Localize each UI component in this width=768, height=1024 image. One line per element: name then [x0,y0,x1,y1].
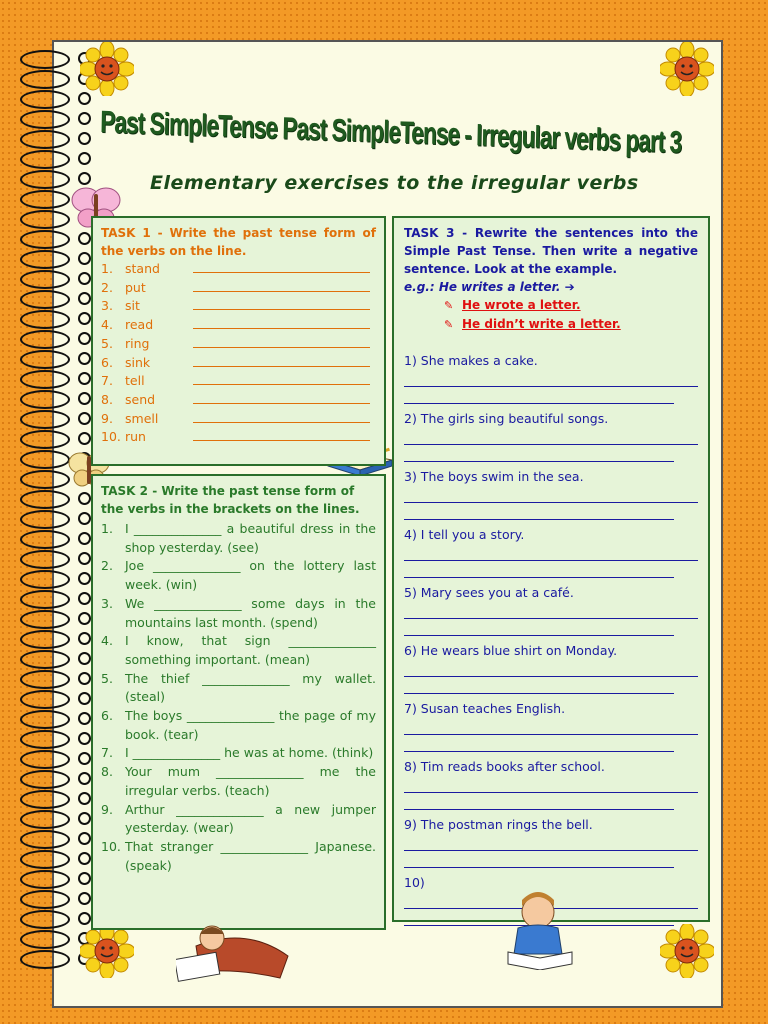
binding-hole [78,292,91,305]
spiral-ring [20,650,70,669]
binding-hole [78,632,91,645]
verb-row [101,335,376,354]
binding-hole [78,612,91,625]
sunflower-icon [80,42,134,96]
task2-list [101,520,376,875]
item-number: 3. [101,595,113,611]
spiral-ring [20,130,70,149]
source-sentence: 1) She makes a cake. [404,353,538,368]
binding-hole [78,392,91,405]
sentence-text: That stranger ______________ Japanese. (speak) [125,838,376,873]
verb: sink [125,354,151,370]
sentence-text: Joe ______________ on the lottery last week. (win) [125,558,376,593]
spiral-ring [20,950,70,969]
binding-hole [78,572,91,585]
rewrite-item [404,642,698,694]
verb: stand [125,261,160,276]
binding-hole [78,112,91,125]
example-answer-negative [404,315,698,334]
sentence-text: I ______________ he was at home. (think) [125,745,374,761]
item-number: 9. [101,801,113,817]
spiral-ring [20,270,70,289]
spiral-ring [20,830,70,849]
binding-hole [78,552,91,565]
answer-line[interactable] [404,428,698,445]
task2-box [91,474,386,930]
binding-hole [78,672,91,685]
verb: ring [125,335,150,351]
rewrite-item [404,816,698,868]
verb: smell [125,410,159,426]
item-number: 3. [101,298,113,314]
rewrite-item [404,526,698,578]
answer-line[interactable] [193,260,370,273]
spiral-ring [20,390,70,409]
source-sentence: 9) The postman rings the bell. [404,817,593,832]
child-studying-icon [500,888,580,970]
spiral-ring [20,890,70,909]
task3-sentences [404,352,698,926]
binding-hole [78,432,91,445]
spiral-ring [20,770,70,789]
source-sentence: 8) Tim reads books after school. [404,759,605,774]
spiral-ring [20,350,70,369]
source-sentence: 2) The girls sing beautiful songs. [404,411,609,426]
sunflower-icon [660,924,714,978]
answer-line[interactable] [404,677,674,694]
sentence-row [101,744,376,763]
rewrite-item [404,352,698,404]
task2-instruction: TASK 2 - Write the past tense form of the verbs in the brackets on the lines. [101,484,360,516]
item-number: 8. [101,764,113,780]
answer-line[interactable] [404,718,698,735]
spiral-ring [20,610,70,629]
spiral-ring [20,370,70,389]
binding-hole [78,492,91,505]
answer-line[interactable] [404,602,698,619]
task1-list [101,260,376,447]
spiral-ring [20,670,70,689]
binding-hole [78,372,91,385]
sentence-text: Arthur ______________ a new jumper yesterday. (wear) [125,801,376,836]
answer-line[interactable] [193,279,370,292]
spiral-ring [20,810,70,829]
verb-row [101,428,376,447]
sentence-text: I know, that sign ______________ something important. (mean) [125,633,376,667]
source-sentence: 5) Mary sees you at a café. [404,585,574,600]
source-sentence: 3) The boys swim in the sea. [404,469,584,484]
page-title: Past SimpleTense Past SimpleTense - Irregular verbs part 3 [99,104,682,160]
sentence-row [101,557,376,594]
answer-line[interactable] [404,503,674,520]
binding-hole [78,872,91,885]
answer-line[interactable] [193,372,370,385]
binding-hole [78,532,91,545]
spiral-ring [20,790,70,809]
sentence-text: The boys ______________ the page of my book. (tear) [125,708,376,742]
answer-line[interactable] [193,316,370,329]
task3-instruction: TASK 3 - Rewrite the sentences into the Simple Past Tense. Then write a negative sentence. Look at the example. [404,226,698,276]
binding-hole [78,272,91,285]
example-answer-positive [404,296,698,315]
sentence-row [101,670,376,707]
sentence-text: The thief ______________ my wallet. (steal) [125,670,376,705]
spiral-ring [20,230,70,249]
verb: tell [125,373,145,389]
item-number: 5. [101,670,113,686]
spiral-ring [20,690,70,709]
spiral-ring [20,470,70,489]
answer-line[interactable] [404,387,674,404]
binding-hole [78,252,91,265]
binding-hole [78,732,91,745]
verb-row [101,279,376,298]
source-sentence: 4) I tell you a story. [404,527,525,542]
answer-line[interactable] [193,297,370,310]
answer-line[interactable] [404,370,698,387]
item-number: 10. [101,838,121,854]
arrow-icon: ➔ [564,280,575,294]
child-reading-icon [176,916,294,982]
verb: sit [125,298,140,314]
binding-hole [78,792,91,805]
binding-hole [78,892,91,905]
binding-hole [78,152,91,165]
binding-hole [78,592,91,605]
answer-line[interactable] [404,793,674,810]
item-number: 7. [101,373,113,389]
example-label: e.g.: He writes a letter. [404,280,561,294]
page-subtitle: Elementary exercises to the irregular verbs [150,172,639,194]
spiral-ring [20,150,70,169]
item-number: 6. [101,708,113,724]
spiral-ring [20,510,70,529]
binding-hole [78,692,91,705]
answer-line[interactable] [404,445,674,462]
item-number: 1. [101,521,113,536]
source-sentence: 7) Susan teaches English. [404,701,566,716]
sentence-text: Your mum ______________ me the irregular verbs. (teach) [125,764,376,798]
sentence-row [101,595,376,632]
answer-line[interactable] [193,428,370,441]
spiral-ring [20,170,70,189]
spiral-ring [20,70,70,89]
spiral-ring [20,590,70,609]
source-sentence: 10) [404,875,425,890]
verb-row [101,391,376,410]
answer-line[interactable] [193,391,370,404]
spiral-ring [20,750,70,769]
sentence-row [101,838,376,875]
spiral-ring [20,930,70,949]
binding-hole [78,332,91,345]
binding-hole [78,512,91,525]
spiral-ring [20,570,70,589]
item-number: 2. [101,279,113,295]
task1-instruction: TASK 1 - Write the past tense form of the verbs on the line. [101,226,376,258]
spiral-ring [20,310,70,329]
spiral-ring [20,630,70,649]
answer-line[interactable] [404,851,674,868]
answer-line[interactable] [404,660,698,677]
rewrite-item [404,700,698,752]
answer-line[interactable] [404,486,698,503]
rewrite-item [404,584,698,636]
spiral-ring [20,410,70,429]
item-number: 7. [101,745,113,761]
example-answer: He didn’t write a letter. [462,317,621,331]
binding-hole [78,132,91,145]
spiral-ring [20,110,70,129]
spiral-ring [20,710,70,729]
binding-hole [78,752,91,765]
spiral-ring [20,530,70,549]
spiral-ring [20,910,70,929]
verb-row [101,372,376,391]
item-number: 8. [101,391,113,407]
spiral-ring [20,290,70,309]
sentence-row [101,707,376,744]
sentence-row [101,763,376,800]
item-number: 6. [101,354,113,370]
spiral-ring [20,450,70,469]
example-answer: He wrote a letter. [462,298,581,312]
task3-example-label [404,278,698,296]
item-number: 5. [101,335,113,351]
answer-line[interactable] [193,410,370,423]
sentence-text: We ______________ some days in the mountains last month. (spend) [125,595,376,630]
item-number: 2. [101,558,113,574]
rewrite-item [404,468,698,520]
answer-line[interactable] [404,561,674,578]
task1-box [91,216,386,466]
sentence-row [101,632,376,669]
spiral-ring [20,90,70,109]
sentence-text: I ______________ a beautiful dress in the shop yesterday. (see) [125,521,376,555]
binding-hole [78,712,91,725]
sunflower-icon [660,42,714,96]
verb-row [101,410,376,429]
binding-hole [78,772,91,785]
answer-line[interactable] [404,834,698,851]
spiral-ring [20,430,70,449]
binding-hole [78,312,91,325]
answer-line[interactable] [193,354,370,367]
task3-box [392,216,710,922]
binding-hole [78,232,91,245]
verb: put [125,279,146,295]
verb-row [101,260,376,279]
answer-line[interactable] [404,776,698,793]
spiral-ring [20,850,70,869]
rewrite-item [404,410,698,462]
binding-hole [78,652,91,665]
spiral-ring [20,330,70,349]
verb-row [101,297,376,316]
pencil-icon: ✎ [444,318,454,331]
binding-hole [78,832,91,845]
answer-line[interactable] [193,335,370,348]
source-sentence: 6) He wears blue shirt on Monday. [404,643,618,658]
binding-hole [78,852,91,865]
sentence-row [101,801,376,838]
binding-hole [78,812,91,825]
binding-hole [78,352,91,365]
answer-line[interactable] [404,735,674,752]
verb: send [125,391,156,407]
answer-line[interactable] [404,544,698,561]
pencil-icon: ✎ [444,299,454,312]
spiral-ring [20,250,70,269]
binding-hole [78,412,91,425]
item-number: 4. [101,317,113,333]
item-number: 10. [101,429,121,445]
spiral-ring [20,870,70,889]
sunflower-icon [80,924,134,978]
item-number: 1. [101,261,113,276]
item-number: 4. [101,633,113,649]
spiral-ring [20,50,70,69]
spiral-ring [20,490,70,509]
spiral-ring [20,210,70,229]
spiral-ring [20,730,70,749]
verb-row [101,316,376,335]
verb: read [125,317,154,333]
verb-row [101,354,376,373]
answer-line[interactable] [404,619,674,636]
sentence-row [101,520,376,557]
spiral-ring [20,190,70,209]
spiral-ring [20,550,70,569]
verb: run [125,429,146,445]
rewrite-item [404,758,698,810]
item-number: 9. [101,410,113,426]
